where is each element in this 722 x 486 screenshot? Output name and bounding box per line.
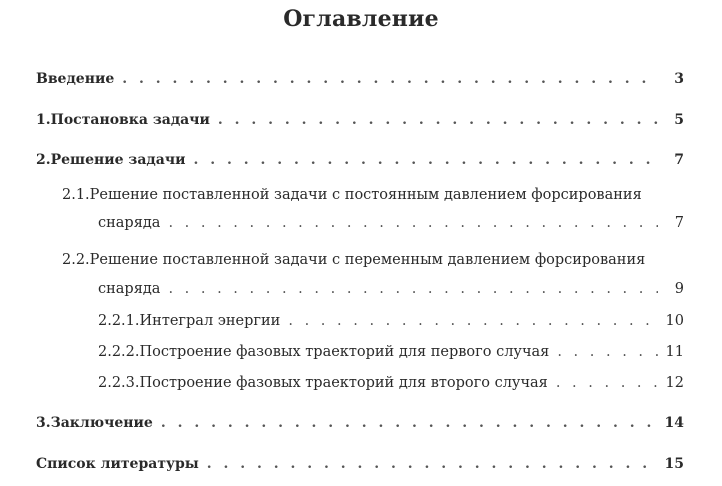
toc-entry-label: Постановка задачи [50,112,210,128]
dot-leader [161,414,658,432]
toc-entry-label: Введение [36,71,115,87]
dot-leader [168,214,658,232]
toc-entry-problem-statement[interactable] [36,111,684,129]
toc-entry-label: Решение поставленной задачи с постоянным давлением форсирования [89,187,642,203]
toc-page-number: 12 [665,375,684,391]
toc-page-number: 3 [674,71,684,87]
toc-entry-2-2-line2[interactable] [98,280,684,298]
toc-entry-label: Список литературы [36,456,199,472]
toc-entry-label-continued: снаряда [98,215,161,231]
dot-leader [193,151,658,169]
toc-page-number: 10 [665,313,684,329]
dot-leader [122,70,658,88]
toc-page-number: 11 [665,344,684,360]
toc-section-number: 2.1. [62,187,90,203]
toc-section-number: 2.2. [62,252,90,268]
toc-entry-introduction[interactable] [36,70,684,88]
toc-entry-label: Построение фазовых траекторий для второго случая [139,375,548,391]
toc-section-number: 1. [36,112,51,128]
toc-entry-conclusion[interactable] [36,414,684,432]
toc-page-number: 15 [664,456,684,472]
toc-section-number: 2.2.2. [98,344,140,360]
toc-section-number: 2.2.3. [98,375,140,391]
toc-page-number: 5 [674,112,684,128]
toc-section-number: 3. [36,415,51,431]
toc-entry-2-2-2[interactable] [98,343,684,361]
toc-entry-2-2-3[interactable] [98,374,684,392]
toc-entry-2-2-line1[interactable] [62,251,645,269]
toc-entry-label: Построение фазовых траекторий для первого случая [139,344,550,360]
toc-entry-solution[interactable] [36,151,684,169]
toc-entry-label-continued: снаряда [98,281,161,297]
toc-section-number: 2.2.1. [98,313,140,329]
toc-entry-label: Решение поставленной задачи с переменным давлением форсирования [89,252,646,268]
dot-leader [556,374,658,392]
toc-section-number: 2. [36,152,51,168]
dot-leader [288,312,658,330]
toc-entry-references[interactable] [36,455,684,473]
dot-leader [207,455,658,473]
toc-entry-label: Заключение [50,415,153,431]
toc-entry-2-2-1[interactable] [98,312,684,330]
dot-leader [557,343,658,361]
toc-page-number: 7 [674,152,684,168]
toc-page-number: 7 [674,215,684,231]
toc-entry-2-1-line1[interactable] [62,186,642,204]
page-title: Оглавление [283,6,439,32]
dot-leader [218,111,658,129]
toc-entry-label: Решение задачи [50,152,186,168]
toc-page-number: 14 [664,415,684,431]
dot-leader [168,280,658,298]
toc-entry-label: Интеграл энергии [139,313,281,329]
toc-page-number: 9 [674,281,684,297]
toc-entry-2-1-line2[interactable] [98,214,684,232]
